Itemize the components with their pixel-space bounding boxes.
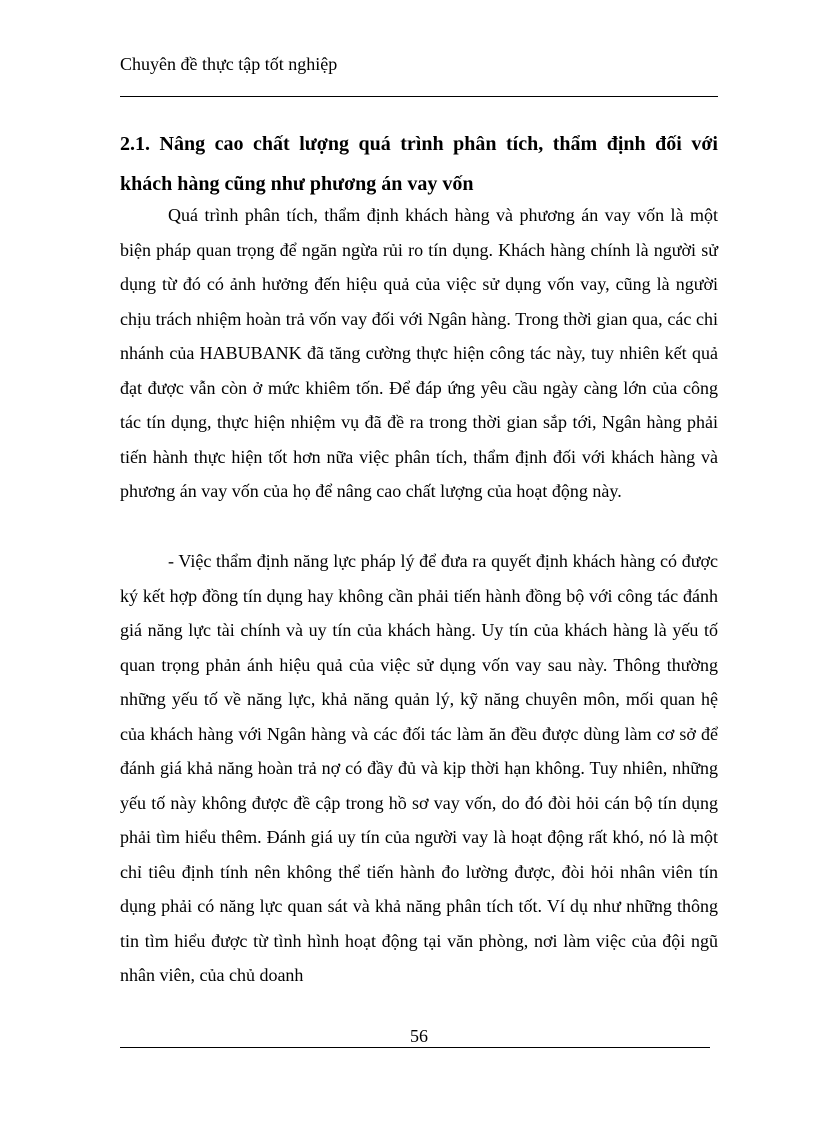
section-heading: 2.1. Nâng cao chất lượng quá trình phân tích, thẩm định đối với khách hàng cũng như phương án vay vốn xyxy=(120,133,718,195)
header-divider xyxy=(120,96,718,97)
footer-divider xyxy=(120,1047,710,1048)
page-header-title: Chuyên đề thực tập tốt nghiệp xyxy=(120,54,338,74)
body-paragraph: Quá trình phân tích, thẩm định khách hàng và phương án vay vốn là một biện pháp quan trọng để ngăn ngừa rủi ro tín dụng. Khách hàng chính là người sử dụng từ đó có ảnh hưởng đến hiệu quả của việc sử dụng vốn vay, cũng là người chịu trách nhiệm hoàn trả vốn vay đối với Ngân hàng. Trong thời gian qua, các chi nhánh của HABUBANK đã tăng cường thực hiện công tác này, tuy nhiên kết quả đạt được vẫn còn ở mức khiêm tốn. Để đáp ứng yêu cầu ngày càng lớn của công tác tín dụng, thực hiện nhiệm vụ đã đề ra trong thời gian sắp tới, Ngân hàng phải tiến hành thực hiện tốt hơn nữa việc phân tích, thẩm định đối với khách hàng và phương án vay vốn của họ để nâng cao chất lượng của hoạt động này. xyxy=(120,205,718,501)
page-number: 56 xyxy=(410,1026,428,1046)
body-paragraph: - Việc thẩm định năng lực pháp lý để đưa ra quyết định khách hàng có được ký kết hợp đồng tín dụng hay không cần phải tiến hành đồng bộ với công tác đánh giá năng lực tài chính và uy tín của khách hàng. Uy tín của khách hàng là yếu tố quan trọng phản ánh hiệu quả của việc sử dụng vốn vay sau này. Thông thường những yếu tố về năng lực, khả năng quản lý, kỹ năng chuyên môn, mối quan hệ của khách hàng với Ngân hàng và các đối tác làm ăn đều được dùng làm cơ sở để đánh giá khả năng hoàn trả nợ có đầy đủ và kịp thời hạn không. Tuy nhiên, những yếu tố này không được đề cập trong hồ sơ vay vốn, do đó đòi hỏi cán bộ tín dụng phải tìm hiểu thêm. Đánh giá uy tín của người vay là hoạt động rất khó, nó là một chỉ tiêu định tính nên không thể tiến hành đo lường được, đòi hỏi nhân viên tín dụng phải có năng lực quan sát và khả năng phân tích tốt. Ví dụ như những thông tin tìm hiểu được từ tình hình hoạt động tại văn phòng, nơi làm việc của đội ngũ nhân viên, của chủ doanh xyxy=(120,551,718,985)
